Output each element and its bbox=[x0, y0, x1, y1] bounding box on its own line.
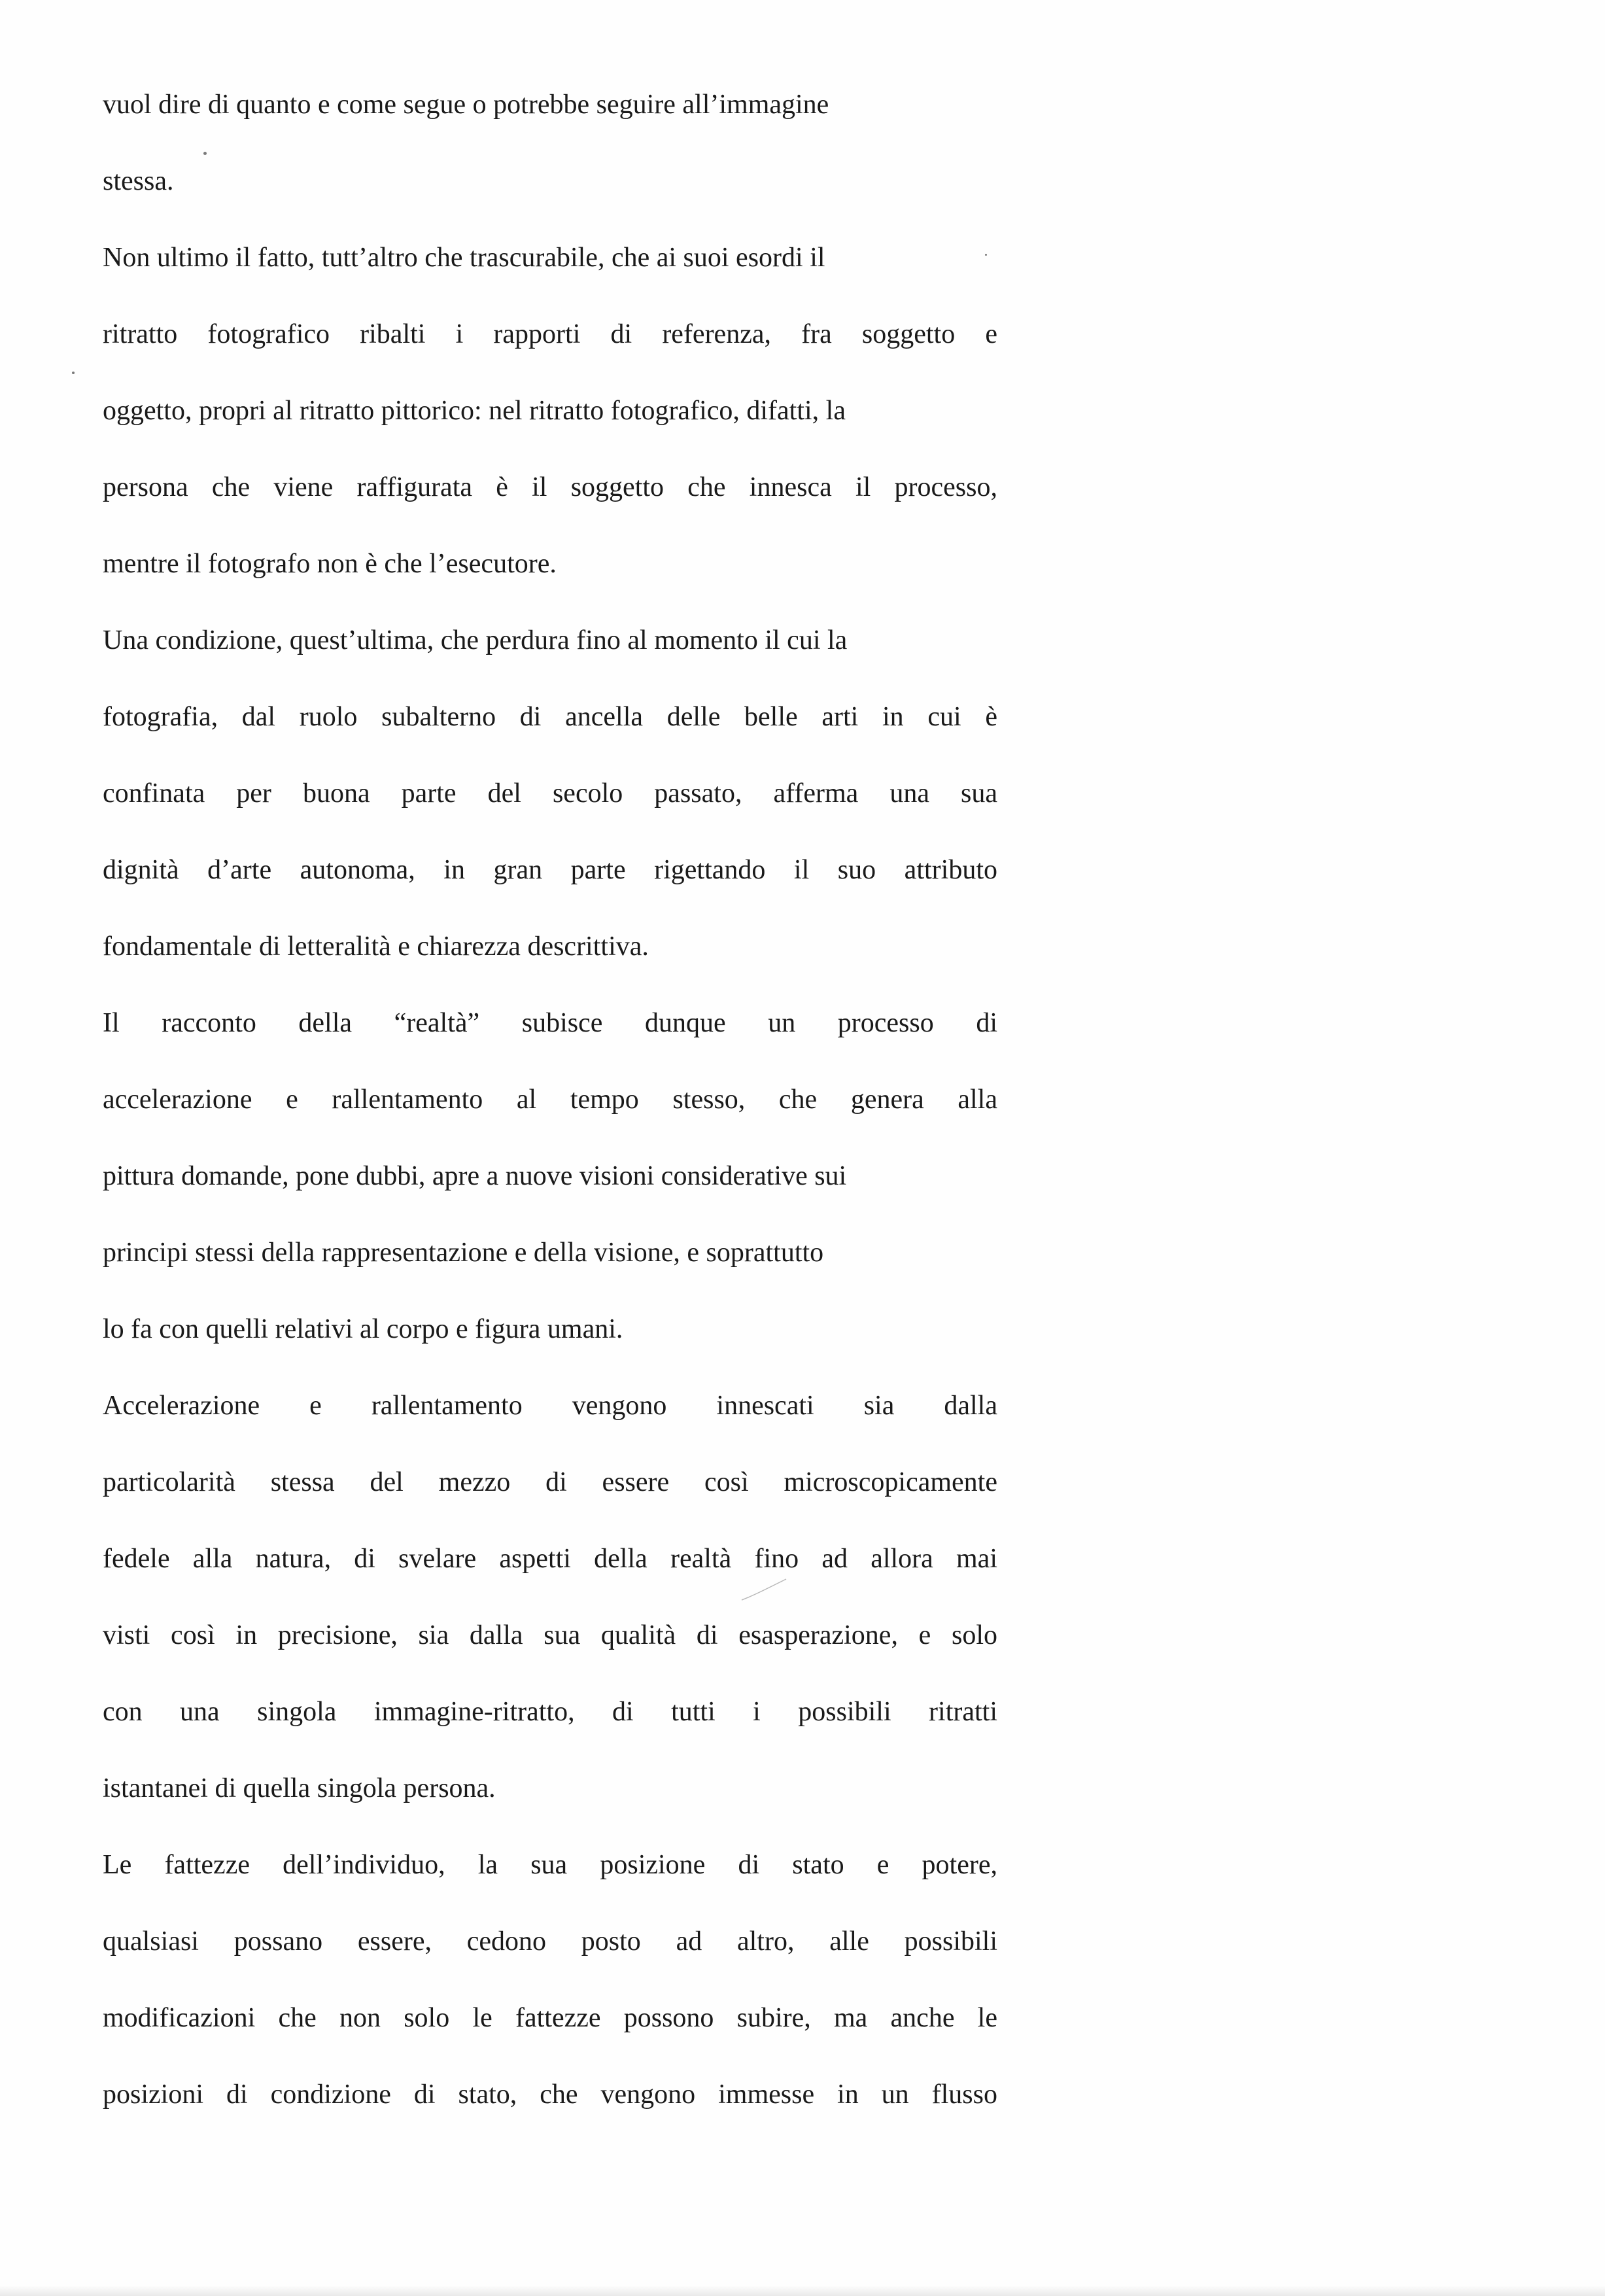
text-line: Le fattezze dell’individuo, la sua posizione di stato e potere, bbox=[103, 1850, 997, 1880]
dust-speck bbox=[203, 152, 207, 155]
text-line: vuol dire di quanto e come segue o potrebbe seguire all’immagine bbox=[103, 90, 829, 120]
text-line: Non ultimo il fatto, tutt’altro che trascurabile, che ai suoi esordi il bbox=[103, 243, 825, 273]
text-line: confinata per buona parte del secolo passato, afferma una sua bbox=[103, 778, 997, 809]
text-line: particolarità stessa del mezzo di essere così microscopicamente bbox=[103, 1467, 997, 1497]
text-line: principi stessi della rappresentazione e della visione, e soprattutto bbox=[103, 1238, 824, 1268]
text-line: stessa. bbox=[103, 166, 174, 196]
text-line: persona che viene raffigurata è il soggetto che innesca il processo, bbox=[103, 472, 997, 502]
text-line: fondamentale di letteralità e chiarezza descrittiva. bbox=[103, 931, 649, 962]
text-line: Il racconto della “realtà” subisce dunque un processo di bbox=[103, 1008, 997, 1038]
text-line: posizioni di condizione di stato, che vengono immesse in un flusso bbox=[103, 2079, 997, 2110]
text-line: accelerazione e rallentamento al tempo stesso, che genera alla bbox=[103, 1085, 997, 1115]
text-line: pittura domande, pone dubbi, apre a nuove visioni considerative sui bbox=[103, 1161, 847, 1191]
text-line: oggetto, propri al ritratto pittorico: nel ritratto fotografico, difatti, la bbox=[103, 396, 846, 426]
text-line: lo fa con quelli relativi al corpo e figura umani. bbox=[103, 1314, 623, 1344]
text-line: istantanei di quella singola persona. bbox=[103, 1773, 496, 1803]
text-line: fotografia, dal ruolo subalterno di ancella delle belle arti in cui è bbox=[103, 702, 997, 732]
text-line: qualsiasi possano essere, cedono posto ad altro, alle possibili bbox=[103, 1926, 997, 1957]
text-line: visti così in precisione, sia dalla sua qualità di esasperazione, e solo bbox=[103, 1620, 997, 1650]
body-text bbox=[103, 73, 997, 2140]
text-line: dignità d’arte autonoma, in gran parte rigettando il suo attributo bbox=[103, 855, 997, 885]
text-line: Accelerazione e rallentamento vengono innescati sia dalla bbox=[103, 1391, 997, 1421]
dust-speck bbox=[985, 254, 987, 256]
pencil-mark bbox=[739, 1576, 791, 1603]
dust-speck bbox=[72, 372, 75, 374]
scan-edge bbox=[0, 2286, 1605, 2296]
text-line: con una singola immagine-ritratto, di tutti i possibili ritratti bbox=[103, 1697, 997, 1727]
text-line: ritratto fotografico ribalti i rapporti di referenza, fra soggetto e bbox=[103, 319, 997, 349]
text-line: mentre il fotografo non è che l’esecutore. bbox=[103, 549, 557, 579]
text-line: modificazioni che non solo le fattezze possono subire, ma anche le bbox=[103, 2003, 997, 2033]
text-line: Una condizione, quest’ultima, che perdura fino al momento il cui la bbox=[103, 625, 848, 655]
text-line: fedele alla natura, di svelare aspetti della realtà fino ad allora mai bbox=[103, 1544, 997, 1574]
